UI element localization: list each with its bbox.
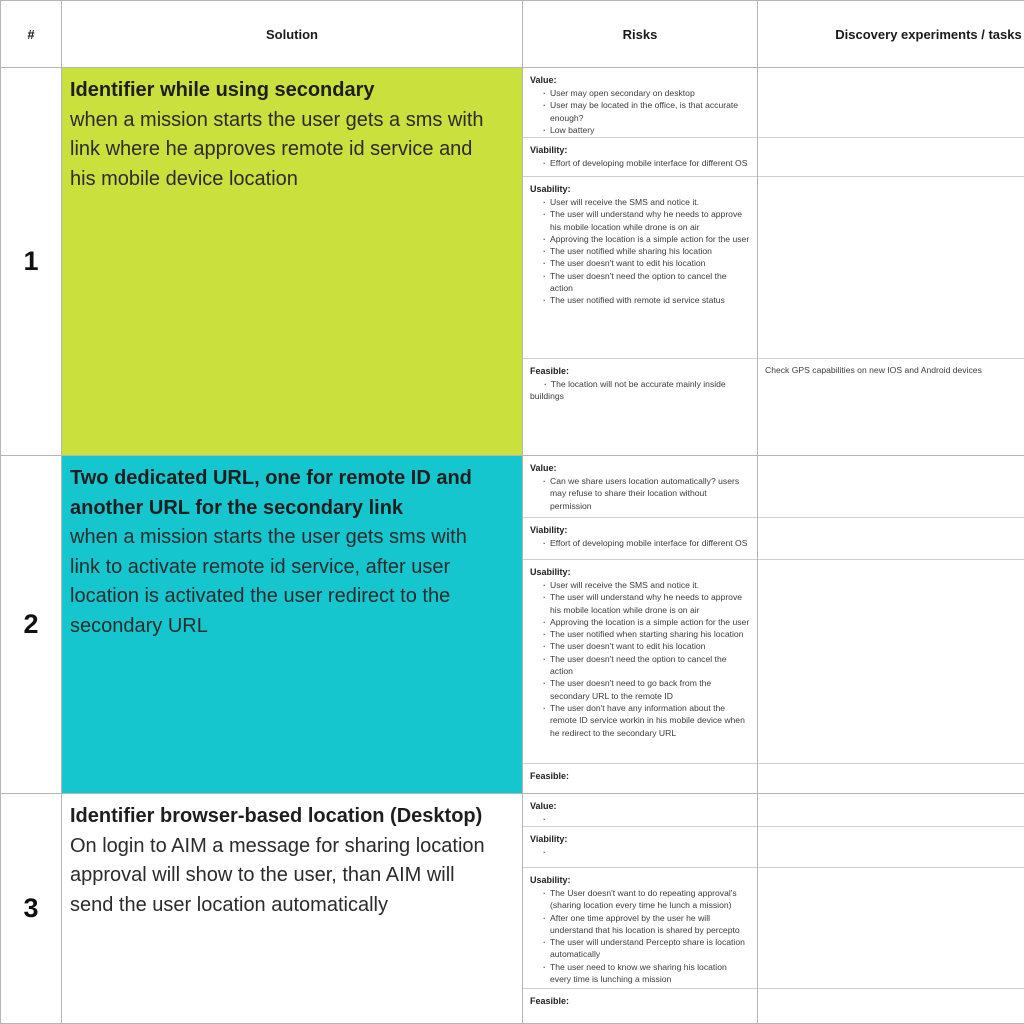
discovery-text: Check GPS capabilities on new IOS and Android devices	[765, 365, 982, 375]
risk-section-feasible[interactable]	[523, 359, 757, 456]
risk-bullet: · The user need to know we sharing his location every time is lunching a mission	[543, 961, 750, 986]
solution-body: when a mission starts the user gets sms with link to activate remote id service, after user location is activated the user redirect to the secondary URL	[70, 526, 467, 637]
table-row	[0, 456, 1024, 794]
discovery-section[interactable]	[758, 764, 1024, 794]
risk-section-viability[interactable]	[523, 138, 757, 177]
risk-section-label: Usability:	[530, 875, 571, 885]
risk-bullet-list	[530, 579, 750, 739]
risk-bullet: · The user don't have any information about the remote ID service workin in his mobile device when he redirect to the secondary URL	[543, 702, 750, 739]
risk-bullet-list	[530, 196, 750, 307]
risk-bullet: · User may open secondary on desktop	[543, 87, 750, 99]
risk-bullet: · The User doesn't want to do repeating approval's (sharing location every time he lunch a mission)	[543, 887, 750, 912]
solution-body: when a mission starts the user gets a sms with link where he approves remote id service and his mobile device location	[70, 108, 484, 190]
row-number-cell[interactable]	[0, 456, 62, 794]
risk-bullet-list	[530, 887, 750, 985]
discovery-section[interactable]	[758, 827, 1024, 868]
risk-bullet: · Can we share users location automatically? users may refuse to share their location without permission	[543, 475, 750, 512]
risk-section-usability[interactable]	[523, 560, 757, 764]
discovery-section[interactable]	[758, 456, 1024, 518]
risk-bullet: · Approving the location is a simple action for the user	[543, 233, 750, 245]
risk-section-label: Viability:	[530, 525, 568, 535]
discovery-cell	[758, 794, 1024, 1024]
risk-section-value[interactable]	[523, 794, 757, 827]
solution-body: On login to AIM a message for sharing location approval will show to the user, than AIM will send the user location automatically	[70, 834, 485, 916]
risk-section-viability[interactable]	[523, 827, 757, 868]
risk-bullet-list	[530, 378, 750, 403]
discovery-section[interactable]	[758, 794, 1024, 827]
risk-bullet: · The user will understand why he needs to approve his mobile location while drone is on air	[543, 591, 750, 616]
discovery-section[interactable]	[758, 868, 1024, 989]
risk-section-label: Value:	[530, 463, 557, 473]
discovery-section[interactable]	[758, 138, 1024, 177]
risk-section-feasible[interactable]	[523, 989, 757, 1024]
risk-bullet: · The user doesn't want to edit his location	[543, 257, 750, 269]
risks-cell	[523, 794, 758, 1024]
table-row	[0, 794, 1024, 1024]
header-row	[0, 1, 1024, 68]
table-body	[0, 68, 1024, 1024]
header-cell-solution[interactable]: Solution	[62, 1, 523, 68]
risk-section-label: Feasible:	[530, 771, 570, 781]
risk-section-label: Viability:	[530, 145, 568, 155]
discovery-section[interactable]	[758, 359, 1024, 456]
risk-bullet: · The user notified when starting sharing his location	[543, 628, 750, 640]
risk-section-label: Usability:	[530, 567, 571, 577]
risk-bullet: · After one time approvel by the user he will understand that his location is shared by percepto	[543, 912, 750, 937]
risk-bullet: · User will receive the SMS and notice it.	[543, 196, 750, 208]
risk-bullet: · Approving the location is a simple action for the user	[543, 616, 750, 628]
risk-bullet-list	[530, 157, 750, 169]
risk-bullet: · The user doesn't need the option to cancel the action	[543, 653, 750, 678]
solution-cell[interactable]	[62, 456, 523, 794]
discovery-cell	[758, 456, 1024, 794]
risk-bullet-list	[530, 537, 750, 549]
discovery-section[interactable]	[758, 989, 1024, 1024]
solution-title: Two dedicated URL, one for remote ID and another URL for the secondary link	[70, 467, 472, 519]
risk-section-viability[interactable]	[523, 518, 757, 560]
risk-section-value[interactable]	[523, 68, 757, 138]
risk-bullet: · The user will understand why he needs to approve his mobile location while drone is on air	[543, 208, 750, 233]
risk-section-label: Value:	[530, 801, 557, 811]
risk-bullet: · User will receive the SMS and notice it.	[543, 579, 750, 591]
risk-bullet: · The user notified with remote id service status	[543, 294, 750, 306]
header-cell-discovery[interactable]: Discovery experiments / tasks	[758, 1, 1024, 68]
row-number: 2	[23, 609, 39, 639]
risk-bullet: · The user doesn't need to go back from the secondary URL to the remote ID	[543, 677, 750, 702]
discovery-section[interactable]	[758, 177, 1024, 359]
solution-title: Identifier browser-based location (Desktop)	[70, 805, 483, 827]
risk-bullet-list	[530, 87, 750, 136]
risk-section-label: Feasible:	[530, 996, 570, 1006]
row-number-cell[interactable]	[0, 68, 62, 456]
risk-section-feasible[interactable]	[523, 764, 757, 794]
risk-section-label: Feasible:	[530, 366, 570, 376]
risk-bullet: · The user notified while sharing his location	[543, 245, 750, 257]
risk-bullet-list	[530, 475, 750, 512]
row-number: 1	[23, 246, 39, 276]
table-row	[0, 68, 1024, 456]
discovery-cell	[758, 68, 1024, 456]
risk-bullet: · The user doesn't need the option to cancel the action	[543, 270, 750, 295]
risk-section-label: Usability:	[530, 184, 571, 194]
risk-bullet: · User may be located in the office, is that accurate enough?	[543, 99, 750, 124]
risk-bullet: · The user doesn't want to edit his location	[543, 640, 750, 652]
solution-title: Identifier while using secondary	[70, 79, 375, 101]
risk-bullet: · The location will not be accurate mainly inside buildings	[530, 378, 750, 403]
risks-cell	[523, 68, 758, 456]
solution-cell[interactable]	[62, 794, 523, 1024]
risk-section-usability[interactable]	[523, 868, 757, 989]
row-number: 3	[23, 893, 39, 923]
risk-section-label: Viability:	[530, 834, 568, 844]
risk-section-label: Value:	[530, 75, 557, 85]
solution-cell[interactable]	[62, 68, 523, 456]
header-cell-risks[interactable]: Risks	[523, 1, 758, 68]
risk-section-value[interactable]	[523, 456, 757, 518]
discovery-section[interactable]	[758, 68, 1024, 138]
discovery-section[interactable]	[758, 560, 1024, 764]
risk-bullet: · Low battery	[543, 124, 750, 136]
header-cell-number[interactable]: #	[0, 1, 62, 68]
row-number-cell[interactable]	[0, 794, 62, 1024]
risk-bullet: · Effort of developing mobile interface for different OS	[543, 537, 750, 549]
risk-bullet: · The user will understand Percepto share is location automatically	[543, 936, 750, 961]
risk-section-usability[interactable]	[523, 177, 757, 359]
risks-cell	[523, 456, 758, 794]
risk-bullet: · Effort of developing mobile interface for different OS	[543, 157, 750, 169]
discovery-section[interactable]	[758, 518, 1024, 560]
